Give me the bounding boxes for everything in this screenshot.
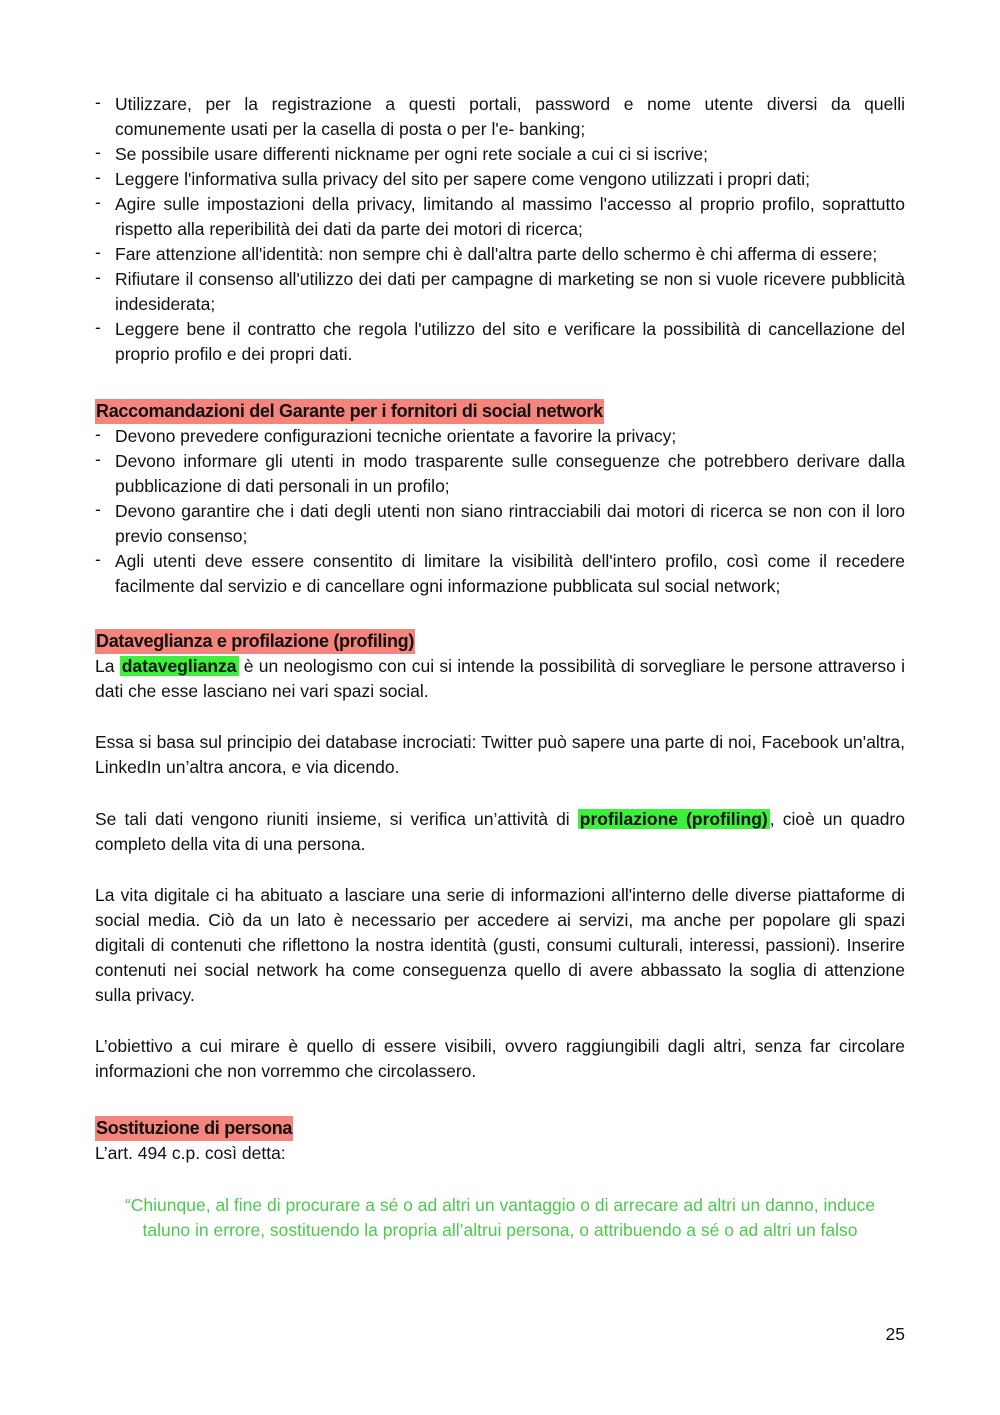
dash-bullet: - bbox=[95, 242, 101, 262]
term-highlight-profilazione: profilazione (profiling) bbox=[579, 809, 768, 829]
list-item: - Leggere bene il contratto che regola l'utilizzo del sito e verificare la possibilità di cancellazione del proprio profilo e dei propri dati. bbox=[95, 317, 905, 364]
paragraph-database-incrociati: Essa si basa sul principio dei database incrociati: Twitter può sapere una parte di noi, Facebook un'altra, LinkedIn un’altra ancora, e via dicendo. bbox=[95, 732, 905, 777]
dash-bullet: - bbox=[95, 142, 101, 162]
privacy-tips-list bbox=[95, 92, 905, 367]
section-sostituzione bbox=[95, 1116, 905, 1243]
list-item: - Utilizzare, per la registrazione a questi portali, password e nome utente diversi da quelli comunemente usati per la casella di posta o per l'e- banking; bbox=[95, 92, 905, 139]
list-item: - Devono garantire che i dati degli utenti non siano rintracciabili dai motori di ricerca se non con il loro previo consenso; bbox=[95, 499, 905, 546]
dash-bullet: - bbox=[95, 317, 101, 337]
page-number: 25 bbox=[885, 1324, 905, 1344]
dash-bullet: - bbox=[95, 499, 101, 519]
paragraph-obiettivo: L’obiettivo a cui mirare è quello di essere visibili, ovvero raggiungibili dagli altri, senza far circolare informazioni che non vorremmo che circolassero. bbox=[95, 1036, 905, 1081]
list-item: - Rifiutare il consenso all'utilizzo dei dati per campagne di marketing se non si vuole ricevere pubblicità indesiderata; bbox=[95, 267, 905, 314]
paragraph-vita-digitale: La vita digitale ci ha abituato a lasciare una serie di informazioni all'interno delle diverse piattaforme di social media. Ciò da un lato è necessario per accedere ai servizi, ma anche per popolare gli spazi digitali di contenuti che riflettono la nostra identità (gusti, consumi culturali, interessi, passioni). Inserire contenuti nei social network ha come conseguenza quello di avere abbassato la soglia di attenzione sulla privacy. bbox=[95, 885, 905, 1005]
list-item: - Devono informare gli utenti in modo trasparente sulle conseguenze che potrebbero derivare dalla pubblicazione di dati personali in un profilo; bbox=[95, 449, 905, 496]
dash-bullet: - bbox=[95, 167, 101, 187]
list-item: - Agli utenti deve essere consentito di limitare la visibilità dell'intero profilo, così come il recedere facilmente dal servizio e di cancellare ogni informazione pubblicata sul social network; bbox=[95, 549, 905, 596]
section-heading-sostituzione: Sostituzione di persona bbox=[95, 1116, 293, 1141]
dash-bullet: - bbox=[95, 267, 101, 287]
paragraph-profilazione: Se tali dati vengono riuniti insieme, si verifica un’attività di profilazione (profiling) , cioè un quadro completo della vita di una persona. bbox=[95, 809, 905, 854]
dash-bullet: - bbox=[95, 424, 101, 444]
paragraph-art-494-intro: L’art. 494 c.p. così detta: bbox=[95, 1143, 286, 1163]
list-item: - Agire sulle impostazioni della privacy, limitando al massimo l'accesso al proprio profilo, soprattutto rispetto alla reperibilità dei dati da parte dei motori di ricerca; bbox=[95, 192, 905, 239]
document-page bbox=[95, 92, 905, 1243]
section-heading-garante: Raccomandazioni del Garante per i fornitori di social network bbox=[95, 399, 604, 424]
dash-bullet: - bbox=[95, 549, 101, 569]
garante-recommendations-list bbox=[95, 424, 905, 599]
list-item: - Fare attenzione all'identità: non sempre chi è dall'altra parte dello schermo è chi afferma di essere; bbox=[95, 242, 878, 264]
section-dataveglianza bbox=[95, 629, 905, 1084]
list-item: - Se possibile usare differenti nickname per ogni rete sociale a cui ci si iscrive; bbox=[95, 142, 709, 164]
dash-bullet: - bbox=[95, 192, 101, 212]
term-highlight-dataveglianza: dataveglianza bbox=[121, 656, 237, 676]
dash-bullet: - bbox=[95, 92, 101, 112]
section-garante bbox=[95, 399, 905, 599]
list-item: - Leggere l'informativa sulla privacy del sito per sapere come vengono utilizzati i propri dati; bbox=[95, 167, 810, 189]
paragraph-dataveglianza-definition: La dataveglianza è un neologismo con cui si intende la possibilità di sorvegliare le persone attraverso i dati che esse lasciano nei vari spazi social. bbox=[95, 656, 905, 701]
legal-quote: “Chiunque, al fine di procurare a sé o ad altri un vantaggio o di arrecare ad altri un danno, induce taluno in errore, sostituendo la propria all’altrui persona, o attribuendo a sé o ad altri un falso bbox=[124, 1195, 876, 1240]
list-item: - Devono prevedere configurazioni tecniche orientate a favorire la privacy; bbox=[95, 424, 677, 446]
section-heading-dataveglianza: Dataveglianza e profilazione (profiling) bbox=[95, 629, 415, 654]
dash-bullet: - bbox=[95, 449, 101, 469]
